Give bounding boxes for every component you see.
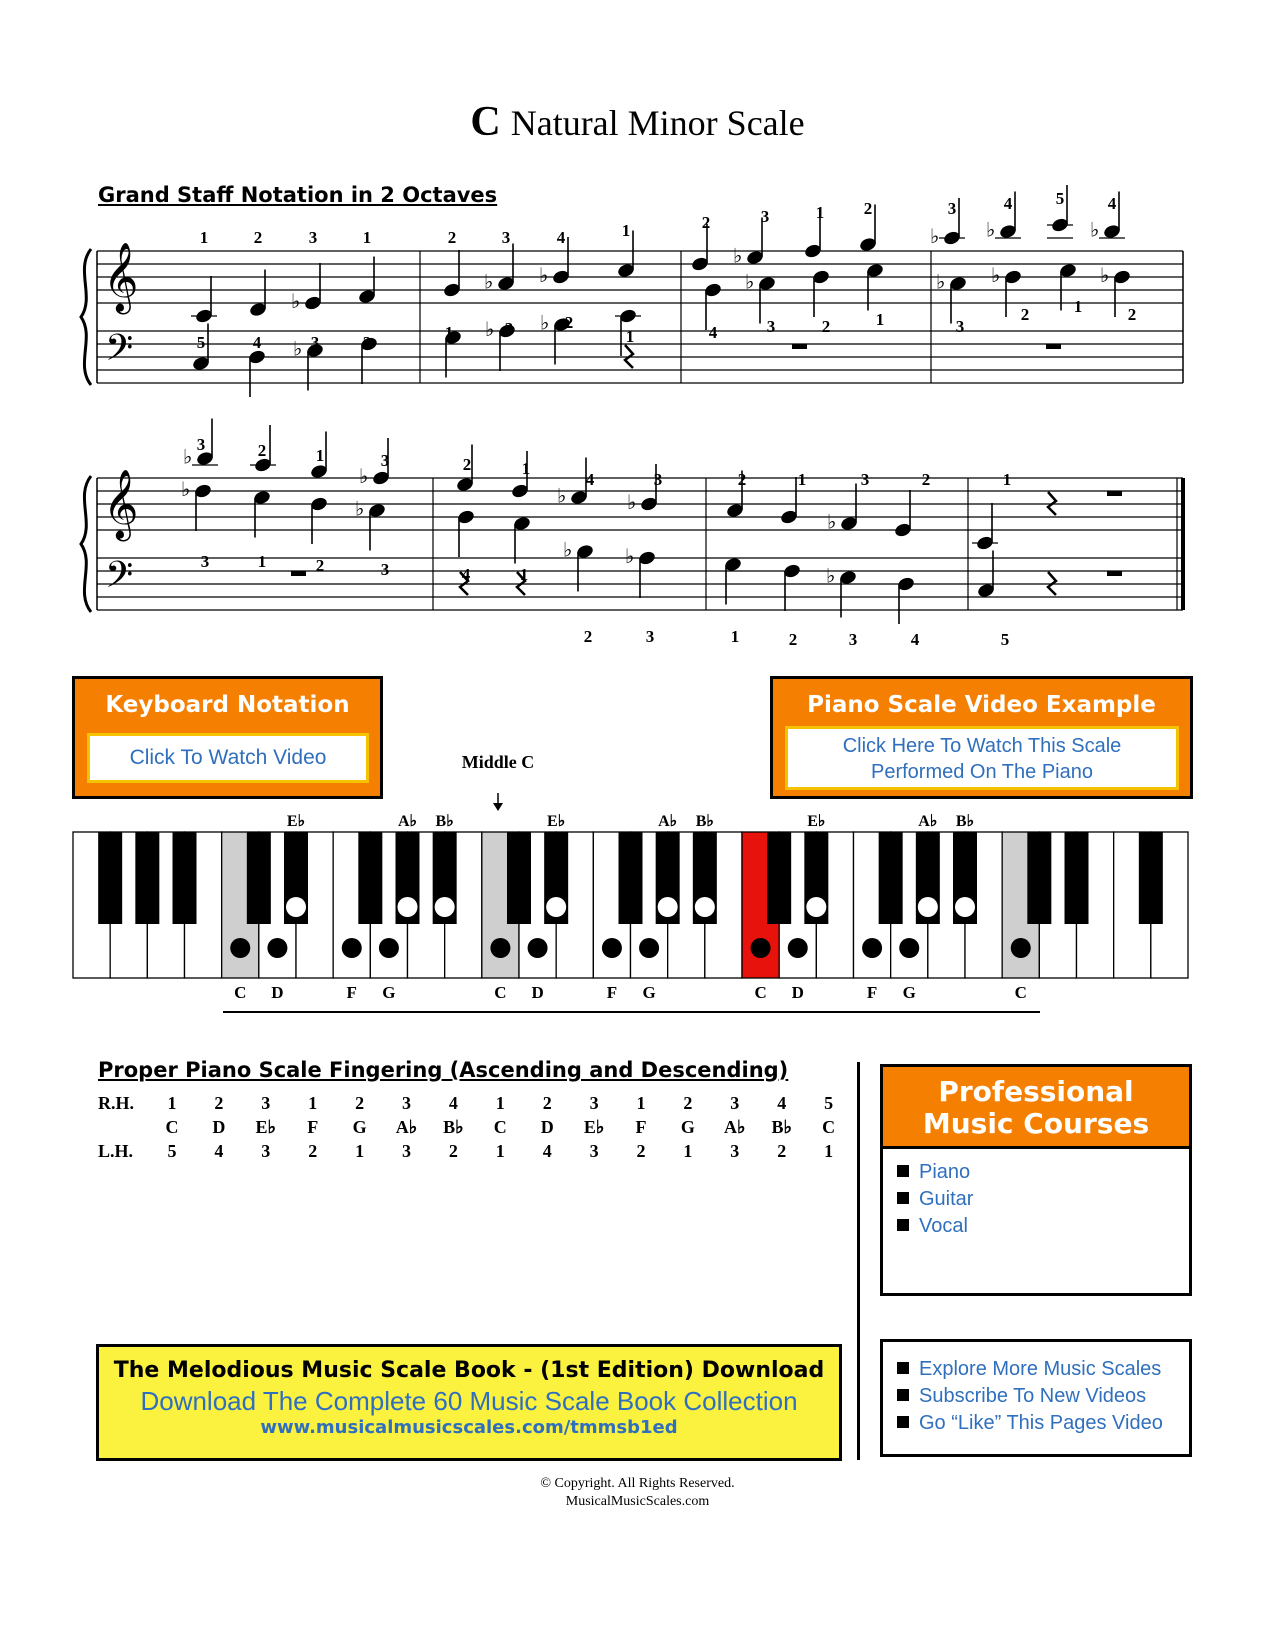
scale-dot-black xyxy=(751,938,771,958)
black-key xyxy=(619,832,643,924)
column-divider xyxy=(857,1062,860,1460)
whole-rest-icon xyxy=(1046,344,1061,349)
courses-box xyxy=(880,1064,1192,1296)
finger-number: 2 xyxy=(253,228,263,247)
grand-staff xyxy=(0,0,1275,680)
book-title: The Melodious Music Scale Book - (1st Edition) Download xyxy=(113,1358,825,1383)
flat-accidental: ♭ xyxy=(745,271,755,294)
black-key-label: A♭ xyxy=(658,813,678,830)
whole-rest-icon xyxy=(1107,571,1122,576)
brace xyxy=(81,476,91,612)
bullet-square-icon xyxy=(897,1362,909,1374)
scale-dot-white xyxy=(398,897,418,917)
rh-finger: 2 xyxy=(683,1093,693,1113)
flat-accidental: ♭ xyxy=(733,245,743,268)
finger-number: 3 xyxy=(766,317,776,336)
lh-finger: 1 xyxy=(495,1141,505,1161)
subscribe-link[interactable] xyxy=(897,1383,1189,1410)
flat-accidental: ♭ xyxy=(563,539,573,562)
copyright-line2: MusicalMusicScales.com xyxy=(565,1494,710,1509)
book-url-link[interactable]: www.musicalmusicscales.com/tmmsb1ed xyxy=(260,1417,678,1438)
flat-accidental: ♭ xyxy=(539,265,549,287)
black-key xyxy=(767,832,791,924)
treble-clef-icon: 𝄞 xyxy=(103,471,139,537)
more-item-label: Go “Like” This Pages Video xyxy=(919,1412,1163,1434)
finger-number: 1 xyxy=(444,323,454,342)
brace xyxy=(81,249,91,385)
flat-accidental: ♭ xyxy=(625,546,635,568)
lh-finger: 2 xyxy=(636,1141,646,1161)
lh-finger: 3 xyxy=(730,1141,740,1161)
finger-number: 1 xyxy=(730,627,740,646)
finger-number: 4 xyxy=(556,228,566,247)
flat-accidental: ♭ xyxy=(627,492,637,514)
lh-finger: 2 xyxy=(308,1141,318,1161)
finger-number: 2 xyxy=(564,313,574,332)
white-key-label: G xyxy=(642,983,656,1002)
courses-title-line1: Professional xyxy=(938,1075,1134,1108)
finger-number: 1 xyxy=(257,552,267,571)
finger-number: 4 xyxy=(708,323,718,342)
lh-finger: 2 xyxy=(448,1141,458,1161)
finger-number: 3 xyxy=(955,317,965,336)
finger-number: 1 xyxy=(621,221,631,240)
scale-dot-white xyxy=(435,897,455,917)
white-key-label: D xyxy=(791,983,804,1002)
black-key xyxy=(1139,832,1163,924)
lh-finger: 1 xyxy=(683,1141,693,1161)
white-key-label: G xyxy=(902,983,916,1002)
bass-clef-icon: 𝄢 xyxy=(105,555,134,604)
scale-note: B♭ xyxy=(443,1117,464,1137)
black-key-label: E♭ xyxy=(286,813,306,830)
courses-title xyxy=(883,1067,1189,1149)
finger-number: 1 xyxy=(519,565,529,584)
finger-number: 2 xyxy=(863,199,873,218)
scale-dot-white xyxy=(806,897,826,917)
scale-note: D xyxy=(212,1117,226,1137)
finger-number: 2 xyxy=(788,630,798,649)
flat-accidental: ♭ xyxy=(293,338,303,361)
rh-finger: 3 xyxy=(402,1093,411,1113)
lh-finger: 3 xyxy=(589,1141,599,1161)
black-key xyxy=(1027,832,1051,924)
scale-dot-black xyxy=(788,938,808,958)
scale-note: A♭ xyxy=(724,1117,746,1137)
scale-note: B♭ xyxy=(771,1117,792,1137)
finger-number: 4 xyxy=(252,333,262,352)
scale-dot-white xyxy=(286,897,306,917)
more-links-list xyxy=(897,1356,1189,1437)
scale-dot-white xyxy=(658,897,678,917)
finger-number: 2 xyxy=(583,627,593,646)
finger-number: 2 xyxy=(1020,305,1030,324)
white-key-label: F xyxy=(606,983,618,1002)
courses-list xyxy=(897,1159,1189,1240)
courses-title-line2: Music Courses xyxy=(922,1107,1150,1140)
bullet-square-icon xyxy=(897,1192,909,1204)
flat-accidental: ♭ xyxy=(540,312,550,335)
more-item-label: Explore More Music Scales xyxy=(919,1358,1162,1380)
click-to-watch-video-link[interactable]: Click To Watch Video xyxy=(87,733,369,783)
scale-note: E♭ xyxy=(583,1117,605,1137)
video-example-title: Piano Scale Video Example xyxy=(807,692,1156,718)
lh-finger: 5 xyxy=(167,1141,177,1161)
whole-rest-icon xyxy=(792,344,807,349)
treble-clef-icon: 𝄞 xyxy=(103,244,139,310)
finger-number: 3 xyxy=(196,435,206,454)
finger-number: 3 xyxy=(860,470,870,489)
lh-finger: 1 xyxy=(355,1141,365,1161)
finger-number: 3 xyxy=(380,560,390,579)
scale-note: F xyxy=(307,1117,319,1137)
black-key-label: E♭ xyxy=(807,813,826,830)
bullet-square-icon xyxy=(897,1389,909,1401)
flat-accidental: ♭ xyxy=(181,479,191,501)
watch-scale-link-line1: Click Here To Watch This Scale xyxy=(842,735,1122,757)
rh-finger: 1 xyxy=(495,1093,505,1113)
bullet-square-icon xyxy=(897,1416,909,1428)
rh-finger: 2 xyxy=(542,1093,552,1113)
title-key: C xyxy=(470,99,501,145)
black-key xyxy=(879,832,903,924)
bullet-square-icon xyxy=(897,1165,909,1177)
black-key xyxy=(98,832,122,924)
white-key-label: F xyxy=(866,983,878,1002)
scale-note: D xyxy=(540,1117,554,1137)
finger-number: 1 xyxy=(797,470,807,489)
finger-number: 3 xyxy=(653,470,663,489)
scale-dot-black xyxy=(267,938,287,958)
more-item-label: Subscribe To New Videos xyxy=(919,1385,1147,1407)
finger-number: 4 xyxy=(461,565,471,584)
finger-number: 2 xyxy=(447,228,457,247)
rh-finger: 3 xyxy=(589,1093,599,1113)
black-key-label: A♭ xyxy=(397,813,418,830)
whole-rest-icon xyxy=(1107,491,1122,496)
rh-finger: 3 xyxy=(261,1093,271,1113)
copyright xyxy=(0,1475,1275,1511)
rh-label: R.H. xyxy=(98,1093,134,1113)
finger-number: 3 xyxy=(504,319,514,338)
finger-number: 3 xyxy=(380,451,390,470)
course-item-vocal[interactable] xyxy=(897,1213,1189,1240)
finger-number: 4 xyxy=(585,470,595,489)
finger-number: 1 xyxy=(625,327,635,346)
black-key-label: E♭ xyxy=(547,813,566,830)
scale-dot-black xyxy=(862,938,882,958)
scale-note: E♭ xyxy=(255,1117,277,1137)
middle-c-label: Middle C xyxy=(461,752,535,772)
scale-note: C xyxy=(493,1117,507,1137)
black-key-label: B♭ xyxy=(955,813,975,830)
flat-accidental: ♭ xyxy=(291,291,301,313)
watch-scale-link-line2: Performed On The Piano xyxy=(871,761,1093,783)
finger-number: 1 xyxy=(1002,470,1012,489)
finger-number: 3 xyxy=(760,207,770,226)
book-download-box[interactable] xyxy=(96,1344,842,1461)
bullet-square-icon xyxy=(897,1219,909,1231)
flat-accidental: ♭ xyxy=(930,226,940,248)
flat-accidental: ♭ xyxy=(1090,219,1100,242)
flat-accidental: ♭ xyxy=(1100,265,1110,287)
scale-dot-black xyxy=(899,938,919,958)
finger-number: 2 xyxy=(315,556,325,575)
white-key-label: C xyxy=(754,983,767,1002)
rh-finger: 4 xyxy=(448,1093,458,1113)
course-item-label: Vocal xyxy=(919,1215,968,1237)
scale-dot-black xyxy=(602,938,622,958)
finger-number: 3 xyxy=(310,333,320,352)
black-key xyxy=(1065,832,1089,924)
finger-number: 4 xyxy=(1107,194,1117,213)
finger-number: 4 xyxy=(1003,194,1013,213)
scale-dot-black xyxy=(379,938,399,958)
course-item-label: Guitar xyxy=(919,1188,974,1210)
finger-number: 5 xyxy=(1055,189,1065,208)
fingering-heading: Proper Piano Scale Fingering (Ascending and Descending) xyxy=(98,1058,789,1082)
lh-label: L.H. xyxy=(98,1141,134,1161)
scale-dot-black xyxy=(639,938,659,958)
black-key xyxy=(507,832,531,924)
white-key-label: F xyxy=(346,983,357,1002)
more-links-box xyxy=(880,1339,1192,1457)
course-item-piano[interactable] xyxy=(897,1159,1189,1186)
white-key-label: D xyxy=(531,983,544,1002)
finger-number: 3 xyxy=(501,228,511,247)
flat-accidental: ♭ xyxy=(991,265,1001,287)
scale-dot-white xyxy=(695,897,715,917)
black-key xyxy=(358,832,382,924)
rh-finger: 1 xyxy=(636,1093,646,1113)
black-key-label: B♭ xyxy=(695,813,714,830)
finger-number: 5 xyxy=(1000,630,1010,649)
finger-number: 2 xyxy=(1127,305,1137,324)
rh-finger: 2 xyxy=(355,1093,365,1113)
course-item-guitar[interactable] xyxy=(897,1186,1189,1213)
rh-finger: 4 xyxy=(777,1093,787,1113)
finger-number: 3 xyxy=(947,199,957,218)
white-key-label: G xyxy=(382,983,396,1002)
finger-number: 4 xyxy=(910,630,920,649)
staff-heading: Grand Staff Notation in 2 Octaves xyxy=(98,183,498,207)
flat-accidental: ♭ xyxy=(986,219,996,242)
white-key-label: C xyxy=(1014,983,1027,1002)
rh-finger: 5 xyxy=(824,1093,834,1113)
finger-number: 2 xyxy=(921,470,931,489)
flat-accidental: ♭ xyxy=(359,466,369,488)
whole-rest-icon xyxy=(291,571,306,576)
flat-accidental: ♭ xyxy=(826,565,836,588)
scale-note: C xyxy=(165,1117,179,1137)
title-rest: Natural Minor Scale xyxy=(510,103,805,143)
finger-number: 2 xyxy=(462,455,472,474)
lh-finger: 1 xyxy=(824,1141,834,1161)
rh-finger: 1 xyxy=(308,1093,318,1113)
scale-note: C xyxy=(822,1117,836,1137)
black-key xyxy=(247,832,271,924)
explore-scales-link[interactable] xyxy=(897,1356,1189,1383)
scale-dot-white xyxy=(955,897,975,917)
white-key-label: C xyxy=(494,983,507,1002)
finger-number: 1 xyxy=(815,203,825,222)
finger-number: 3 xyxy=(848,630,858,649)
finger-number: 1 xyxy=(875,310,885,329)
flat-accidental: ♭ xyxy=(557,485,567,508)
scale-note: G xyxy=(680,1117,695,1137)
finger-number: 3 xyxy=(200,552,210,571)
middle-c-arrowhead-icon xyxy=(493,803,503,811)
keyboard-notation-title: Keyboard Notation xyxy=(105,692,350,718)
flat-accidental: ♭ xyxy=(936,271,946,294)
black-key-label: A♭ xyxy=(918,813,938,830)
scale-dot-black xyxy=(230,938,250,958)
finger-number: 3 xyxy=(645,627,655,646)
scale-dot-white xyxy=(546,897,566,917)
lh-finger: 2 xyxy=(777,1141,787,1161)
finger-number: 2 xyxy=(701,213,711,232)
finger-number: 1 xyxy=(315,446,325,465)
scale-note: A♭ xyxy=(395,1117,418,1137)
lh-finger: 4 xyxy=(542,1141,552,1161)
scale-note: F xyxy=(635,1117,647,1137)
finger-number: 1 xyxy=(362,228,372,247)
flat-accidental: ♭ xyxy=(485,319,495,341)
finger-number: 2 xyxy=(737,470,747,489)
lh-finger: 4 xyxy=(214,1141,224,1161)
black-key-label: B♭ xyxy=(435,813,454,830)
lh-finger: 3 xyxy=(402,1141,411,1161)
finger-number: 1 xyxy=(521,459,531,478)
scale-dot-black xyxy=(528,938,548,958)
rh-finger: 1 xyxy=(167,1093,177,1113)
course-item-label: Piano xyxy=(919,1161,971,1183)
scale-dot-black xyxy=(342,938,362,958)
finger-number: 2 xyxy=(821,317,831,336)
finger-number: 1 xyxy=(199,228,209,247)
white-key-label: D xyxy=(271,983,284,1002)
lh-finger: 3 xyxy=(261,1141,271,1161)
rh-finger: 3 xyxy=(730,1093,740,1113)
flat-accidental: ♭ xyxy=(827,511,837,534)
like-video-link[interactable] xyxy=(897,1410,1189,1437)
scale-dot-white xyxy=(918,897,938,917)
finger-number: 2 xyxy=(257,441,267,460)
book-download-link[interactable]: Download The Complete 60 Music Scale Book Collection xyxy=(140,1386,798,1416)
scale-note: G xyxy=(352,1117,367,1137)
flat-accidental: ♭ xyxy=(355,498,365,521)
finger-number: 5 xyxy=(196,333,206,352)
flat-accidental: ♭ xyxy=(484,271,494,294)
white-key-label: C xyxy=(234,983,247,1002)
finger-number: 1 xyxy=(1073,297,1083,316)
rh-finger: 2 xyxy=(214,1093,224,1113)
black-key xyxy=(135,832,159,924)
finger-number: 2 xyxy=(362,333,372,352)
scale-dot-black xyxy=(490,938,510,958)
black-key xyxy=(173,832,197,924)
flat-accidental: ♭ xyxy=(183,446,193,469)
scale-dot-black xyxy=(1011,938,1031,958)
bass-clef-icon: 𝄢 xyxy=(105,328,134,377)
copyright-line1: © Copyright. All Rights Reserved. xyxy=(540,1476,735,1491)
finger-number: 3 xyxy=(308,228,318,247)
